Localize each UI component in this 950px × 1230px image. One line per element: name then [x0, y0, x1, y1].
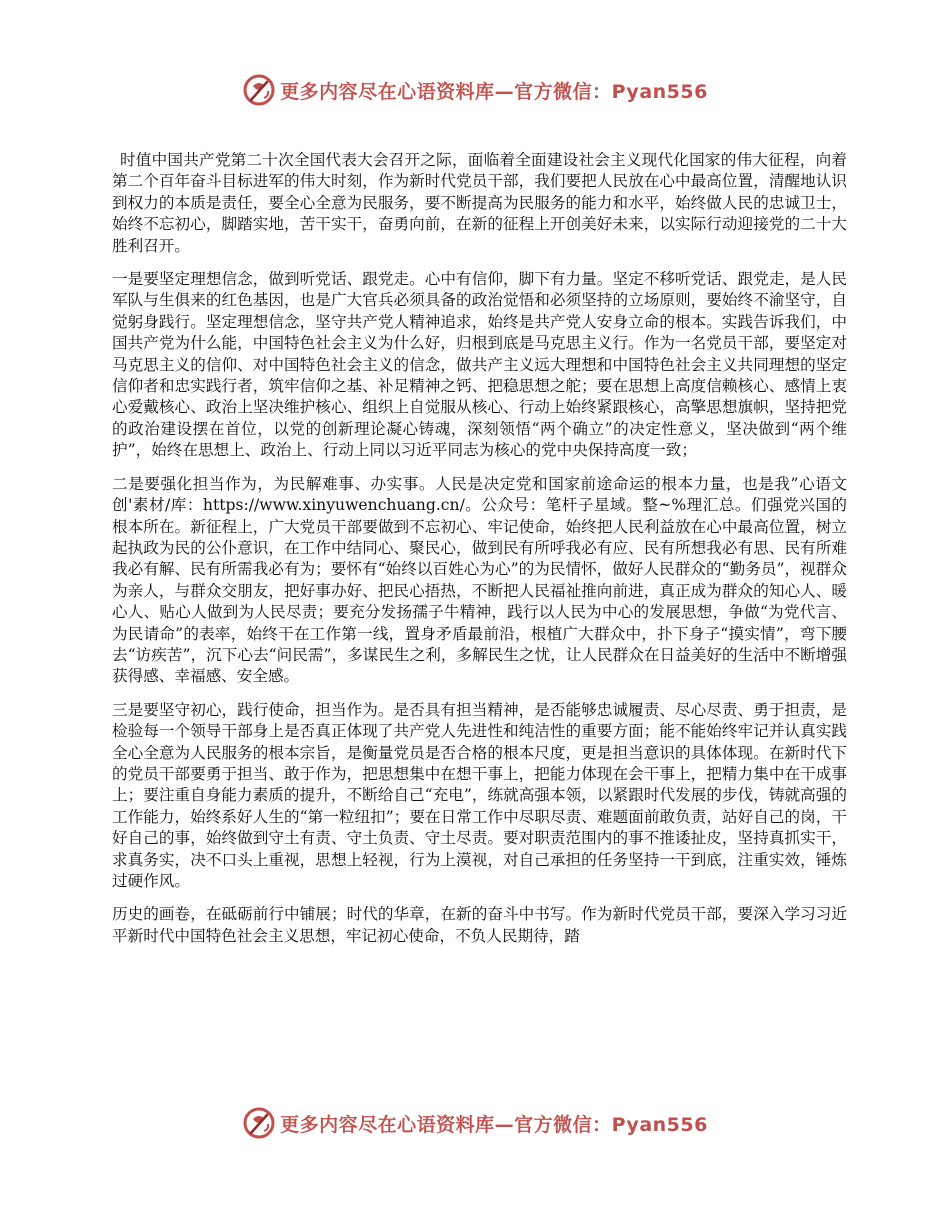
header-banner	[0, 70, 950, 110]
footer-banner	[0, 1103, 950, 1143]
paragraph-conclusion: 历史的画卷，在砥砺前行中铺展；时代的华章，在新的奋斗中书写。作为新时代党员干部，要深入学习习近平新时代中国特色社会主义思想，牢记初心使命，不负人民期待，踏	[112, 905, 847, 945]
paragraph-point-two: 二是要强化担当作为，为民解难事、办实事。人民是决定党和国家前途命运的根本力量，也是我”心语文创'素材/库：https://www.xinyuwenchuang.cn/。公众号：笔杆子星域。整~%理汇总。们强党兴国的根本所在。新征程上，广大党员干部要做到不忘初心、牢记使命，始终把人民利益放在心中最高位置，树立起执政为民的公仆意识，在工作中结同心、聚民心，做到民有所呼我必有应、民有所想我必有思、民有所难我必有解、民有所需我必有为；要怀有“始终以百姓心为心”的为民情怀，做好人民群众的“勤务员”，视群众为亲人，与群众交朋友，把好事办好、把民心捂热，不断把人民福祉推向前进，真正成为群众的知心人、暖心人、贴心人做到为人民尽责；要充分发扬孺子牛精神，践行以人民为中心的发展思想，争做“为党代言、为民请命”的表率，始终干在工作第一线，置身矛盾最前沿，根植广大群众中，扑下身子“摸实情”，弯下腰去“访疾苦”，沉下心去“问民需”，多谋民生之利，多解民生之忧，让人民群众在日益美好的生活中不断增强获得感、幸福感、安全感。	[112, 474, 847, 686]
document-body	[112, 150, 847, 959]
paragraph-point-three: 三是要坚守初心，践行使命，担当作为。是否具有担当精神，是否能够忠诚履责、尽心尽责、勇于担责，是检验每一个领导干部身上是否真正体现了共产党人先进性和纯洁性的重要方面；能不能始终牢记并认真实践全心全意为人民服务的根本宗旨，是衡量党员是否合格的根本尺度，更是担当意识的具体体现。在新时代下的党员干部要勇于担当、敢于作为，把思想集中在想干事上，把能力体现在会干事上，把精力集中在干成事上；要注重自身能力素质的提升，不断给自己“充电”，练就高强本领，以紧跟时代发展的步伐，铸就高强的工作能力，始终系好人生的“第一粒纽扣”；要在日常工作中尽职尽责、难题面前敢负责，站好自己的岗，干好自己的事，始终做到守土有责、守土负责、守土尽责。要对职责范围内的事不推诿扯皮，坚持真抓实干，求真务实，决不口头上重视，思想上轻视，行为上漠视，对自己承担的任务坚持一干到底，注重实效，锤炼过硬作风。	[112, 700, 847, 890]
paragraph-point-one: 一是要坚定理想信念，做到听党话、跟党走。心中有信仰，脚下有力量。坚定不移听党话、跟党走，是人民军队与生俱来的红色基因，也是广大官兵必须具备的政治觉悟和必须坚持的立场原则，要始终不渝坚守，自觉躬身践行。坚定理想信念，坚守共产党人精神追求，始终是共产党人安身立命的根本。实践告诉我们，中国共产党为什么能，中国特色社会主义为什么好，归根到底是马克思主义行。作为一名党员干部，要坚定对马克思主义的信仰、对中国特色社会主义的信念，做共产主义远大理想和中国特色社会主义共同理想的坚定信仰者和忠实践行者，筑牢信仰之基、补足精神之钙、把稳思想之舵；要在思想上高度信赖核心、感情上衷心爱戴核心、政治上坚决维护核心、组织上自觉服从核心、行动上始终紧跟核心，高擎思想旗帜，坚持把党的政治建设摆在首位，以党的创新理论凝心铸魂，深刻领悟“两个确立”的决定性意义，坚决做到“两个维护”，始终在思想上、政治上、行动上同以习近平同志为核心的党中央保持高度一致；	[112, 270, 847, 460]
header-banner-text: 更多内容尽在心语资料库—官方微信：Pyan556	[280, 80, 708, 103]
footer-banner-text: 更多内容尽在心语资料库—官方微信：Pyan556	[280, 1113, 708, 1136]
heart-pen-logo-icon	[242, 73, 276, 107]
heart-pen-logo-icon	[242, 1106, 276, 1140]
paragraph-intro: 时值中国共产党第二十次全国代表大会召开之际，面临着全面建设社会主义现代化国家的伟大征程，向着第二个百年奋斗目标进军的伟大时刻，作为新时代党员干部，我们要把人民放在心中最高位置，清醒地认识到权力的本质是责任，要全心全意为民服务，要不断提高为民服务的能力和水平，始终做人民的忠诚卫士，始终不忘初心，脚踏实地，苦干实干，奋勇向前，在新的征程上开创美好未来，以实际行动迎接党的二十大胜利召开。	[112, 151, 847, 255]
